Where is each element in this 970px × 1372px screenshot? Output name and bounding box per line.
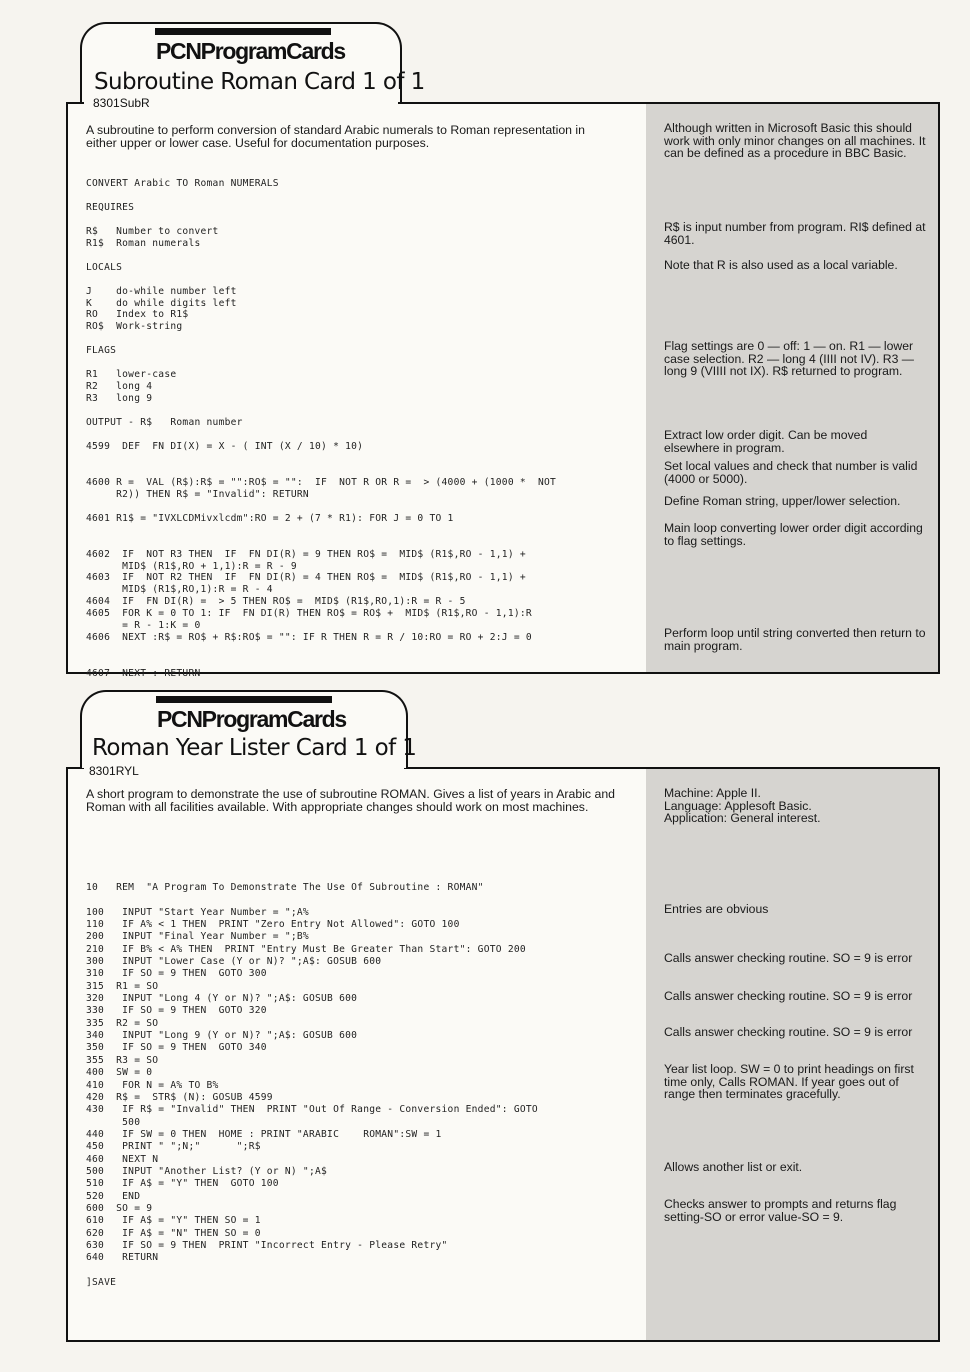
note-local-variable: Note that R is also used as a local variable. [664,258,898,272]
note-machine-info: Machine: Apple II. Language: Applesoft Basic. Application: General interest. [664,786,821,826]
code-line: R3 long 9 [86,393,153,405]
code-line: 10 REM "A Program To Demonstrate The Use Of Subroutine : ROMAN" [86,882,484,893]
code-line: 350 IF SO = 9 THEN GOTO 340 [86,1042,267,1054]
code-line: K do while digits left [86,297,237,309]
code-line: ]SAVE [86,1277,117,1288]
code-line: R2 long 4 [86,381,153,393]
logo-bar [155,28,331,35]
note-answer-check-3: Calls answer checking routine. SO = 9 is error [664,1025,913,1039]
note-entries: Entries are obvious [664,902,769,916]
code-line: 500 INPUT "Another List? (Y or N) ";A$ [86,1165,328,1177]
code-line: 4599 DEF FN DI(X) = X - ( INT (X / 10) * 10) [86,440,364,452]
code-line: 340 INPUT "Long 9 (Y or N)? ";A$: GOSUB 600 [86,1030,358,1042]
code-line: 110 IF A% < 1 THEN PRINT "Zero Entry Not Allowed": GOTO 100 [86,919,460,931]
note-answer-check-2: Calls answer checking routine. SO = 9 is error [664,989,913,1003]
code-line: 460 NEXT N [86,1153,159,1165]
code-line: 4601 R1$ = "IVXLCDMivxlcdm":RO = 2 + (7 * R1): FOR J = 0 TO 1 [86,512,454,524]
card-title-tab [80,690,417,768]
code-line: 400 SW = 0 [86,1067,153,1079]
code-line: 4605 FOR K = 0 TO 1: IF FN DI(R) THEN RO$ = RO$ + MID$ (R1$,RO - 1,1):R [86,608,532,620]
code-line: LOCALS [86,261,123,273]
code-line: 440 IF SW = 0 THEN HOME : PRINT "ARABIC ROMAN":SW = 1 [86,1128,442,1140]
code-line: 410 FOR N = A% TO B% [86,1079,219,1091]
code-line: RO$ Work-string [86,321,183,333]
code-line: 600 SO = 9 [86,1202,153,1214]
code-line: FLAGS [86,345,117,357]
card-frame [66,102,940,680]
code-line: 630 IF SO = 9 THEN PRINT "Incorrect Entry - Please Retry" [86,1239,448,1251]
card-title: Subroutine Roman Card 1 of 1 [94,69,425,95]
code-line: CONVERT Arabic TO Roman NUMERALS [86,178,279,189]
code-line: 315 R1 = SO [86,980,159,992]
code-line: 310 IF SO = 9 THEN GOTO 300 [86,968,267,980]
code-line: R1$ Roman numerals [86,237,201,249]
code-line: 430 IF R$ = "Invalid" THEN PRINT "Out Of Range - Conversion Ended": GOTO [86,1104,538,1116]
code-line: 200 INPUT "Final Year Number = ";B% [86,931,309,943]
code-line: 100 INPUT "Start Year Number = ";A% [86,906,309,918]
note-compatibility: Although written in Microsoft Basic this should work with only minor changes on all machines. It can be defined as a procedure in BBC Basic. [664,121,926,161]
note-local-values: Set local values and check that number is valid (4000 or 5000). [664,459,918,486]
note-main-loop: Main loop converting lower order digit according to flag settings. [664,521,923,548]
code-line: 4603 IF NOT R2 THEN IF FN DI(R) = 4 THEN RO$ = MID$ (R1$,RO - 1,1) + [86,572,526,584]
code-line: 320 INPUT "Long 4 (Y or N)? ";A$: GOSUB 600 [86,993,358,1005]
note-answer-check-1: Calls answer checking routine. SO = 9 is error [664,951,913,965]
code-line: R1 lower-case [86,369,177,381]
code-line: 4606 NEXT :R$ = RO$ + R$:RO$ = "": IF R THEN R = R / 10:RO = RO + 2:J = 0 [86,632,532,644]
notes-column [646,104,938,672]
code-line: R$ Number to convert [86,225,219,237]
code-line: MID$ (R1$,RO + 1,1):R = R - 9 [86,560,297,572]
pcn-logo: PCNProgramCards [157,706,346,732]
note-perform-loop: Perform loop until string converted then return to main program. [664,626,926,653]
pcn-logo: PCNProgramCards [156,38,345,64]
card-frame [66,767,940,1342]
card-code: 8301SubR [93,96,150,110]
code-line: 4602 IF NOT R3 THEN IF FN DI(R) = 9 THEN RO$ = MID$ (R1$,RO - 1,1) + [86,548,526,560]
logo-bar [156,696,332,703]
card-title-tab [80,22,425,102]
code-line: 330 IF SO = 9 THEN GOTO 320 [86,1005,267,1017]
card-intro: A short program to demonstrate the use of subroutine ROMAN. Gives a list of years in Arabic and Roman with all facilities available. With appropriate changes should work on most machines. [86,787,616,814]
note-year-list-loop: Year list loop. SW = 0 to print headings on first time only, Calls ROMAN. If year goes out of range then terminates gracefully. [664,1062,914,1102]
code-line: 620 IF A$ = "N" THEN SO = 0 [86,1227,261,1239]
note-roman-string: Define Roman string, upper/lower selection. [664,494,901,508]
code-line: 420 R$ = STR$ (N): GOSUB 4599 [86,1091,273,1103]
card-intro: A subroutine to perform conversion of standard Arabic numerals to Roman representation in either upper or lower case. Useful for documentation purposes. [86,123,585,150]
code-line: 335 R2 = SO [86,1017,159,1029]
program-card-roman-year-lister [66,690,938,1342]
card-code: 8301RYL [89,764,139,778]
note-another-list: Allows another list or exit. [664,1160,803,1174]
code-line: 510 IF A$ = "Y" THEN GOTO 100 [86,1178,279,1190]
code-line: R2)) THEN R$ = "Invalid": RETURN [86,488,309,500]
code-line: 4604 IF FN DI(R) = > 5 THEN RO$ = MID$ (R1$,RO,1):R = R - 5 [86,596,466,608]
code-line: REQUIRES [86,201,135,213]
code-line: OUTPUT - R$ Roman number [86,417,243,429]
code-line: 610 IF A$ = "Y" THEN SO = 1 [86,1215,261,1227]
code-line: 355 R3 = SO [86,1054,159,1066]
code-line: 450 PRINT " ";N;" ";R$ [86,1141,261,1153]
code-line: 4600 R = VAL (R$):R$ = "":RO$ = "": IF NOT R OR R = > (4000 + (1000 * NOT [86,476,557,488]
code-line: 640 RETURN [86,1252,159,1264]
notes-column [646,769,938,1340]
code-line: J do-while number left [86,285,237,297]
code-line: 4607 NEXT : RETURN [86,668,201,680]
code-line: RO Index to R1$ [86,309,189,321]
code-listing [86,882,538,1289]
code-listing [86,178,556,680]
code-line: 500 [86,1116,141,1128]
code-line: = R - 1:K = 0 [86,620,201,632]
note-input-number: R$ is input number from program. RI$ defined at 4601. [664,220,926,247]
code-line: 300 INPUT "Lower Case (Y or N)? ";A$: GOSUB 600 [86,956,382,968]
code-line: MID$ (R1$,RO,1):R = R - 4 [86,584,273,596]
code-line: 210 IF B% < A% THEN PRINT "Entry Must Be Greater Than Start": GOTO 200 [86,943,526,955]
card-title: Roman Year Lister Card 1 of 1 [92,735,417,761]
note-extract-digit: Extract low order digit. Can be moved elsewhere in program. [664,428,868,455]
note-checks-answer: Checks answer to prompts and returns flag setting-SO or error value-SO = 9. [664,1197,897,1224]
note-flag-settings: Flag settings are 0 — off: 1 — on. R1 — lower case selection. R2 — long 4 (IIII not IV). R3 — long 9 (VIIII not IX). R$ returned to program. [664,339,914,379]
program-card-subroutine-roman [66,22,938,680]
code-line: 520 END [86,1190,141,1202]
